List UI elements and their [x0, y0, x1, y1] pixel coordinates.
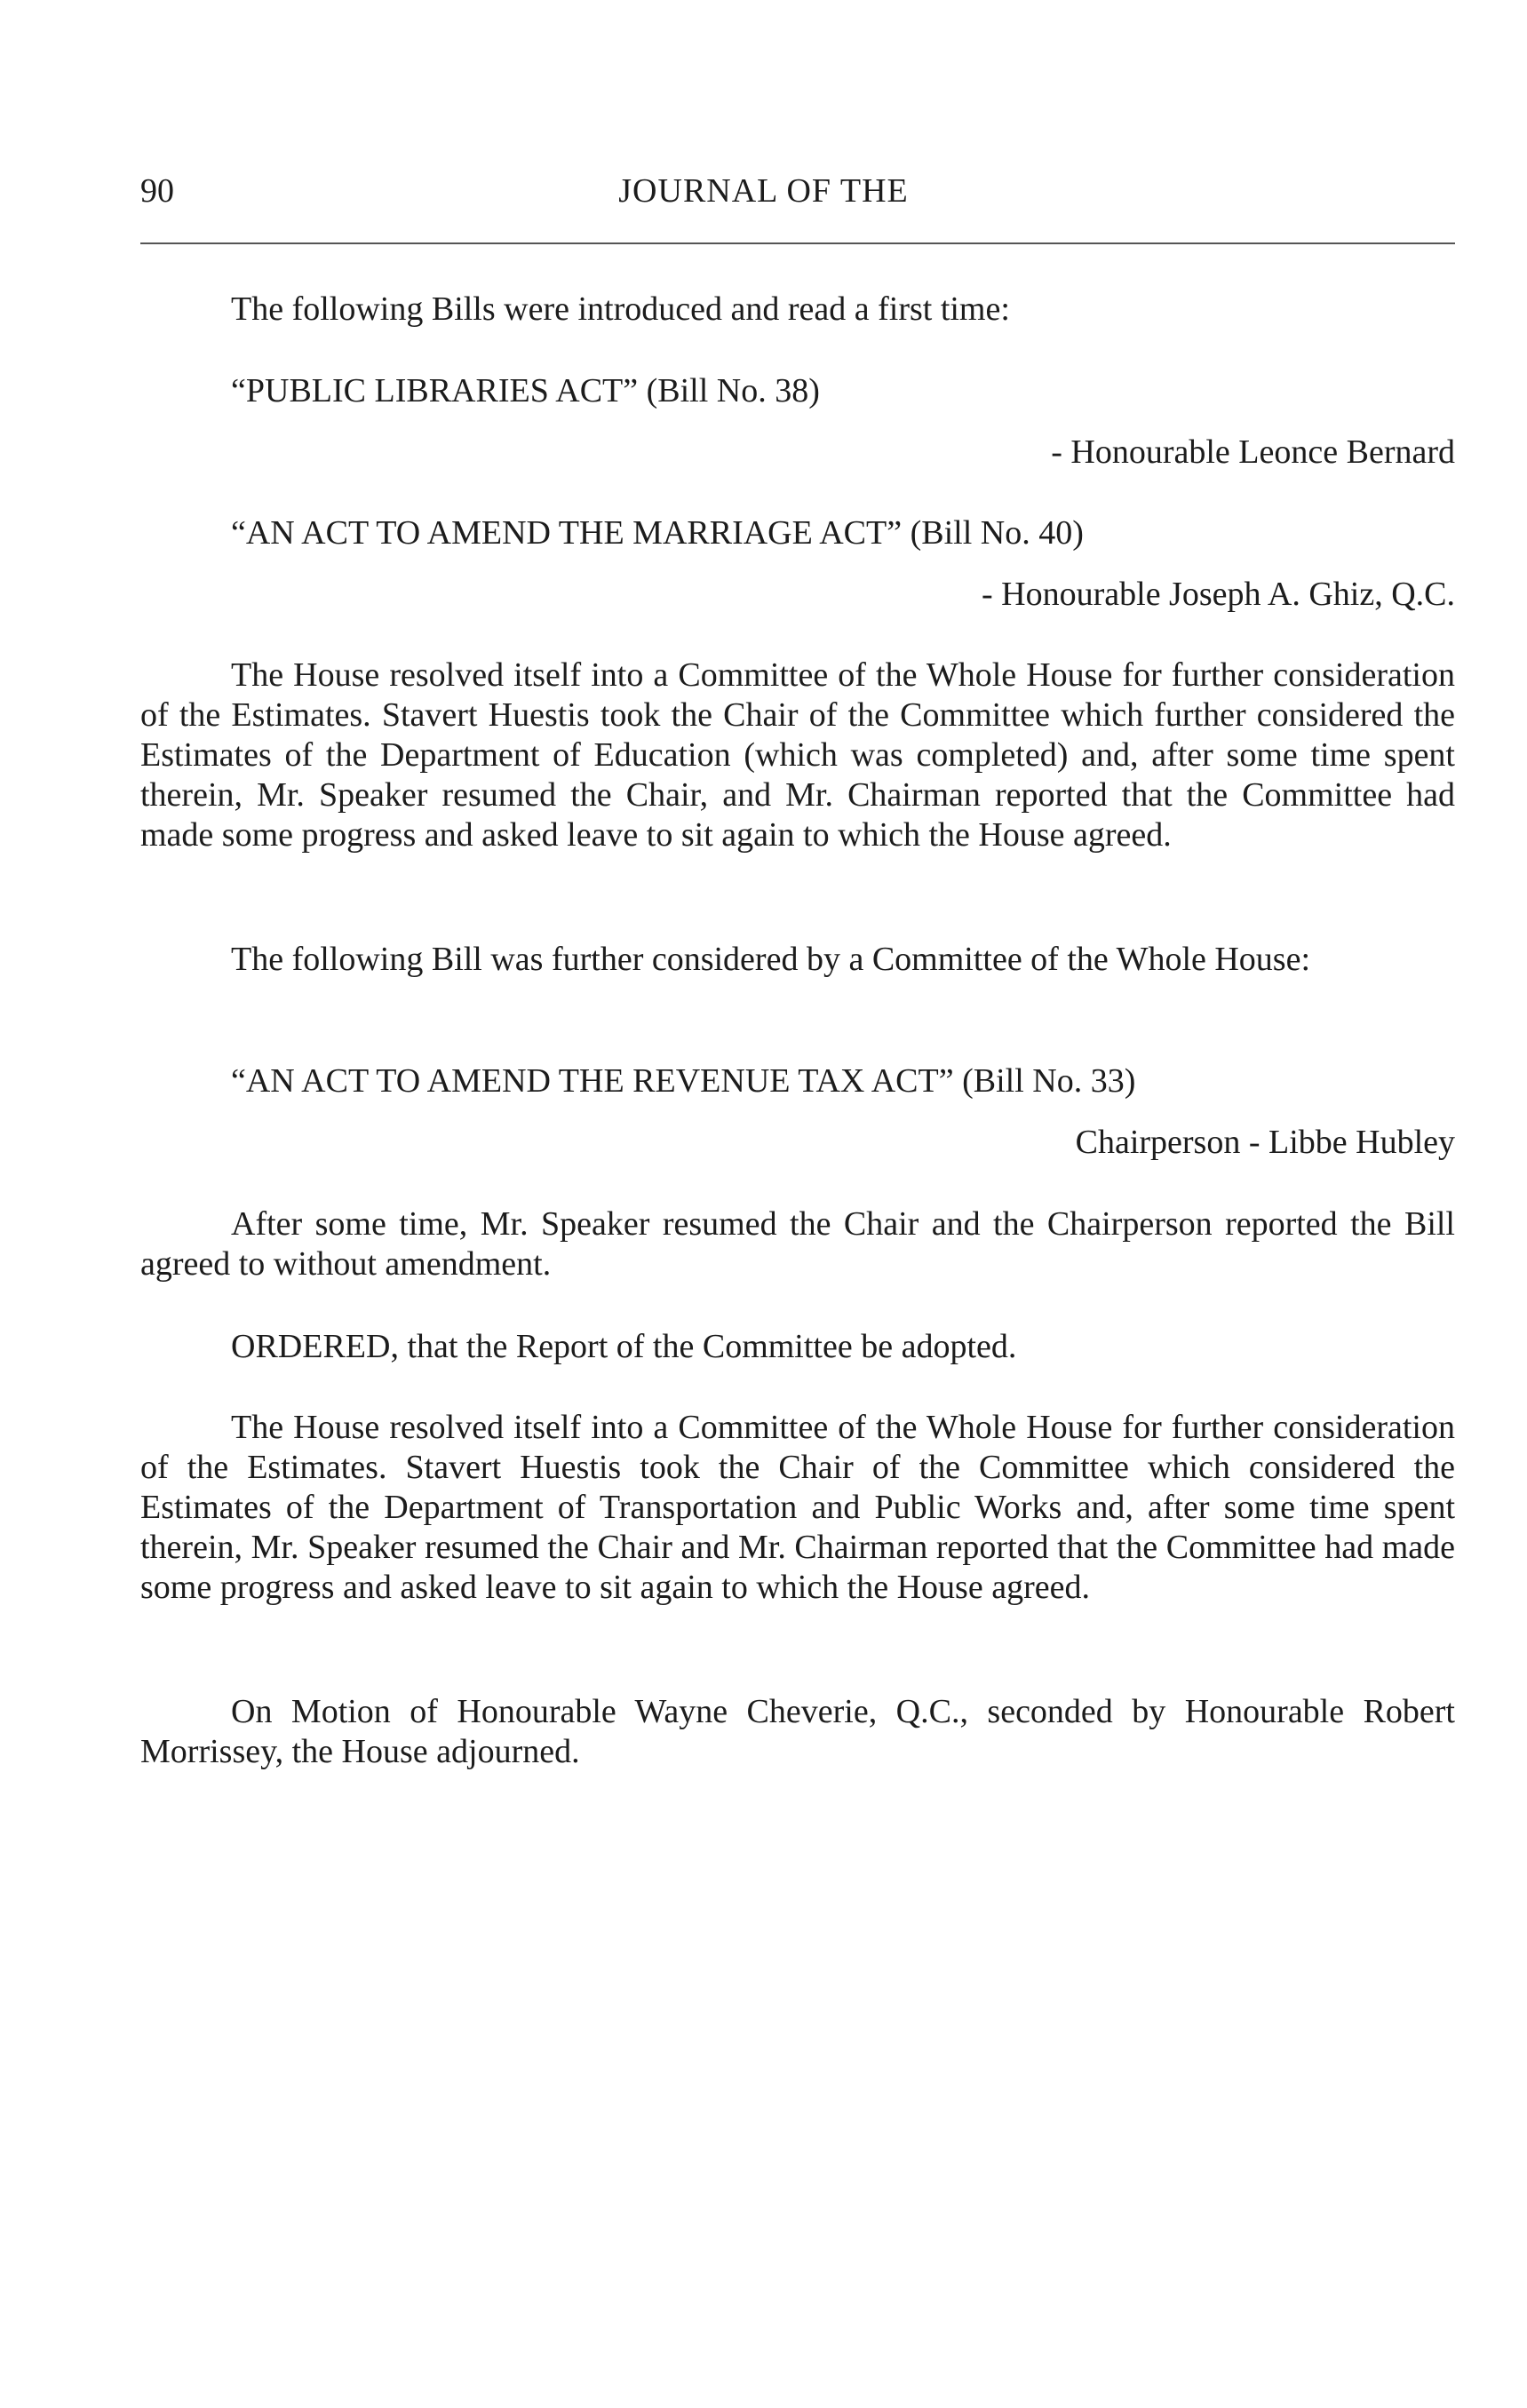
paragraph-after-time: After some time, Mr. Speaker resumed the Chair and the Chairperson reported the Bill agreed to without amendment.: [140, 1205, 1455, 1283]
paragraph-ordered: ORDERED, that the Report of the Committee be adopted.: [231, 1328, 1017, 1365]
running-head: JOURNAL OF THE: [618, 172, 909, 210]
intro-line: The following Bills were introduced and read a first time:: [231, 290, 1010, 328]
paragraph-committee-transportation: The House resolved itself into a Committee of the Whole House for further consideration of the Estimates. Stavert Huestis took the Chair of the Committee which considered the Estimates of the Department of Transportation and Public Works and, after some time spent therein, Mr. Speaker resumed the Chair and Mr. Chairman reported that the Committee had made some progress and asked leave to sit again to which the House agreed.: [140, 1409, 1455, 1606]
bill-38-title: “PUBLIC LIBRARIES ACT” (Bill No. 38): [231, 372, 820, 409]
page-number: 90: [140, 172, 174, 210]
paragraph-committee-education: The House resolved itself into a Committee of the Whole House for further consideration of the Estimates. Stavert Huestis took the Chair of the Committee which further considered the Estimates of the Department of Education (which was completed) and, after some time spent therein, Mr. Speaker resumed the Chair, and Mr. Chairman reported that the Committee had made some progress and asked leave to sit again to which the House agreed.: [140, 656, 1455, 854]
bill-33-title: “AN ACT TO AMEND THE REVENUE TAX ACT” (Bill No. 33): [231, 1062, 1136, 1100]
bill-40-sponsor: - Honourable Joseph A. Ghiz, Q.C.: [982, 576, 1455, 613]
bill-33-chairperson: Chairperson - Libbe Hubley: [1075, 1124, 1455, 1161]
paragraph-bill-considered: The following Bill was further considered by a Committee of the Whole House:: [231, 941, 1311, 978]
bill-40-title: “AN ACT TO AMEND THE MARRIAGE ACT” (Bill No. 40): [231, 514, 1084, 552]
header-rule: [140, 242, 1455, 244]
bill-38-sponsor: - Honourable Leonce Bernard: [1051, 433, 1455, 471]
paragraph-motion-adjourn: On Motion of Honourable Wayne Cheverie, Q.C., seconded by Honourable Robert Morrissey, the House adjourned.: [140, 1693, 1455, 1770]
